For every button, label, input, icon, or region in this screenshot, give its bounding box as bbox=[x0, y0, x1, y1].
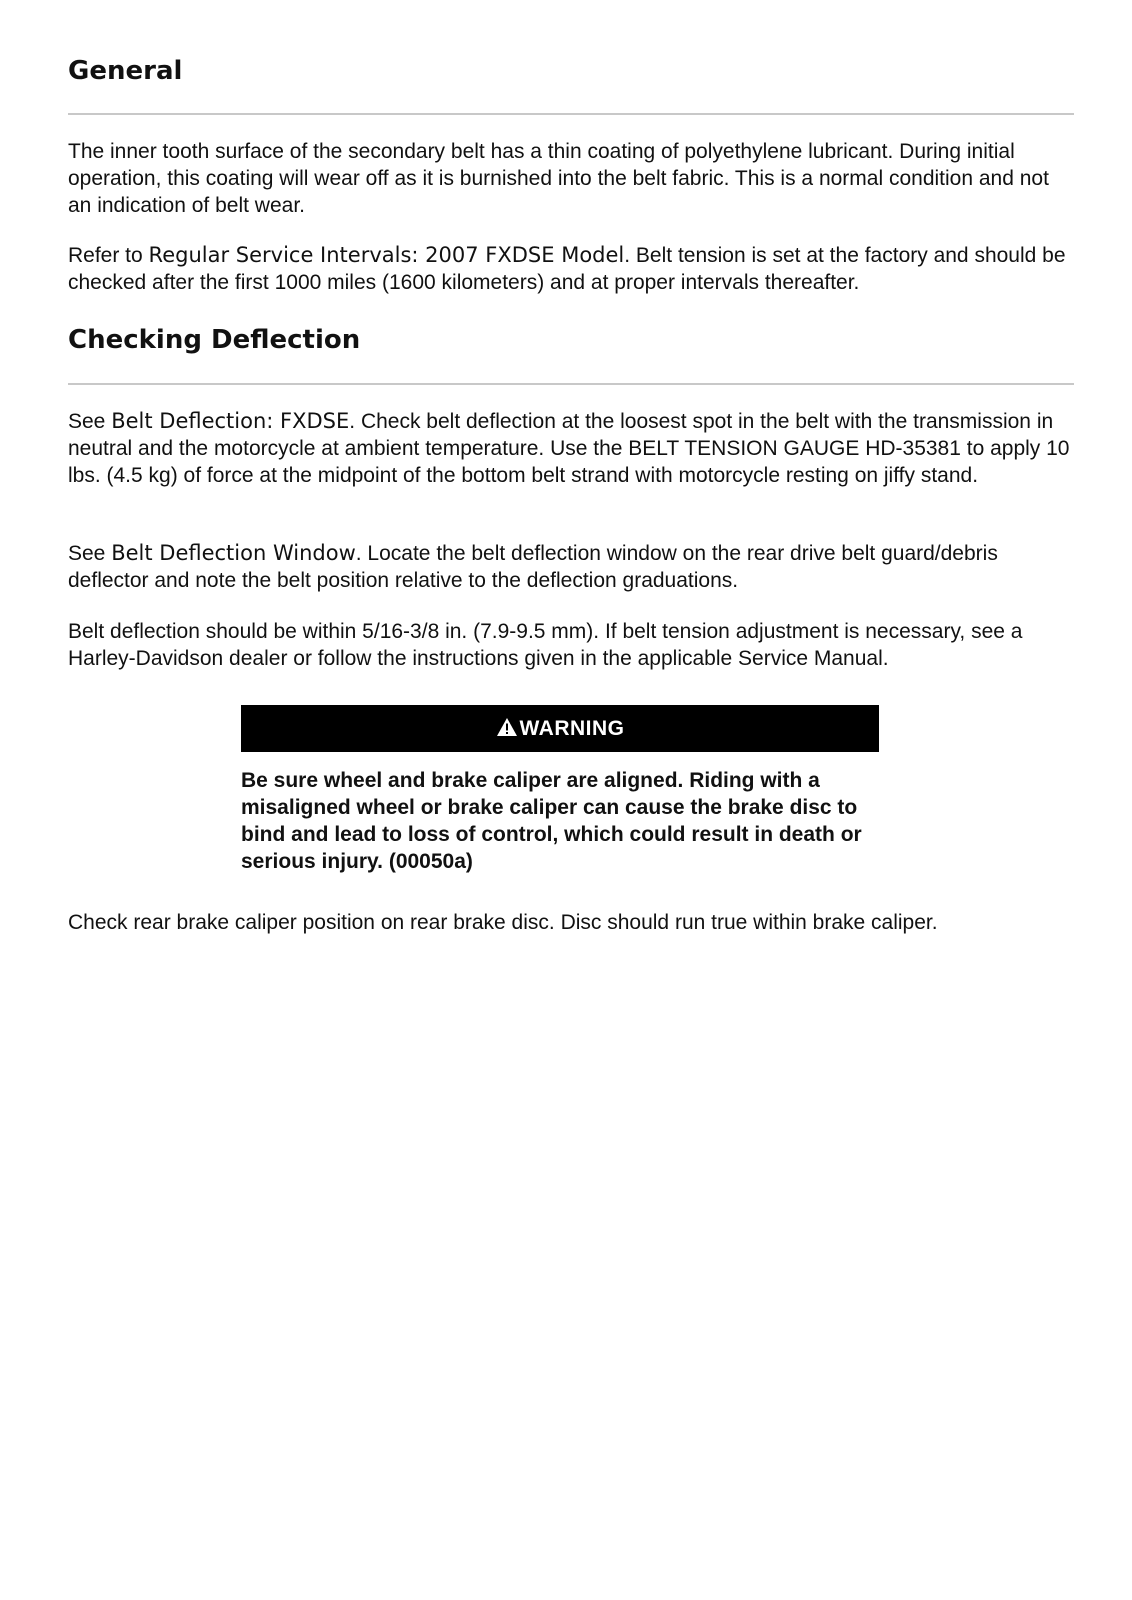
text-fragment: Refer to bbox=[68, 244, 149, 267]
heading-divider bbox=[68, 383, 1074, 385]
paragraph-check-deflection bbox=[68, 408, 1074, 489]
reference-link-service-intervals[interactable]: Regular Service Intervals: 2007 FXDSE Model bbox=[148, 243, 625, 267]
text-fragment: See bbox=[68, 542, 112, 565]
warning-banner bbox=[241, 705, 879, 752]
text-fragment: . Check belt deflection at the loosest spot in the belt with the transmission in neutral and the motorcycle at ambient temperature. Use the BELT TENSION GAUGE HD-35381 to apply 10 lbs. (4.5 kg) of force at the midpoint of the bottom belt strand with motorcycle resting on jiffy stand. bbox=[68, 410, 1070, 487]
paragraph-caliper-check: Check rear brake caliper position on rear brake disc. Disc should run true within brake caliper. bbox=[68, 911, 938, 934]
heading-divider bbox=[68, 113, 1074, 115]
text-fragment: . Locate the belt deflection window on the rear drive belt guard/debris deflector and note the belt position relative to the deflection graduations. bbox=[68, 542, 998, 592]
paragraph-deflection-window bbox=[68, 540, 1074, 594]
section-heading-general: General bbox=[68, 56, 183, 86]
reference-link-belt-deflection[interactable]: Belt Deflection: FXDSE bbox=[111, 409, 350, 433]
paragraph-belt-coating: The inner tooth surface of the secondary belt has a thin coating of polyethylene lubricant. During initial operation, this coating will wear off as it is burnished into the belt fabric. This is a normal condition and not an indication of belt wear. bbox=[68, 140, 1049, 217]
paragraph-deflection-spec: Belt deflection should be within 5/16-3/8 in. (7.9-9.5 mm). If belt tension adjustment is necessary, see a Harley-Davidson dealer or follow the instructions given in the applicable Service Manual. bbox=[68, 620, 1023, 670]
text-fragment: . Belt tension is set at the factory and should be checked after the first 1000 miles (1600 kilometers) and at proper intervals thereafter. bbox=[68, 244, 1066, 294]
warning-label-group bbox=[496, 717, 625, 741]
warning-triangle-icon bbox=[496, 717, 518, 737]
warning-label: WARNING bbox=[519, 716, 625, 740]
section-heading-checking-deflection: Checking Deflection bbox=[68, 325, 361, 355]
paragraph-service-intervals bbox=[68, 242, 1074, 296]
reference-link-deflection-window[interactable]: Belt Deflection Window bbox=[111, 541, 356, 565]
text-fragment: See bbox=[68, 410, 112, 433]
warning-text: Be sure wheel and brake caliper are aligned. Riding with a misaligned wheel or brake caliper can cause the brake disc to bind and lead to loss of control, which could result in death or serious injury. (00050a) bbox=[241, 769, 862, 873]
